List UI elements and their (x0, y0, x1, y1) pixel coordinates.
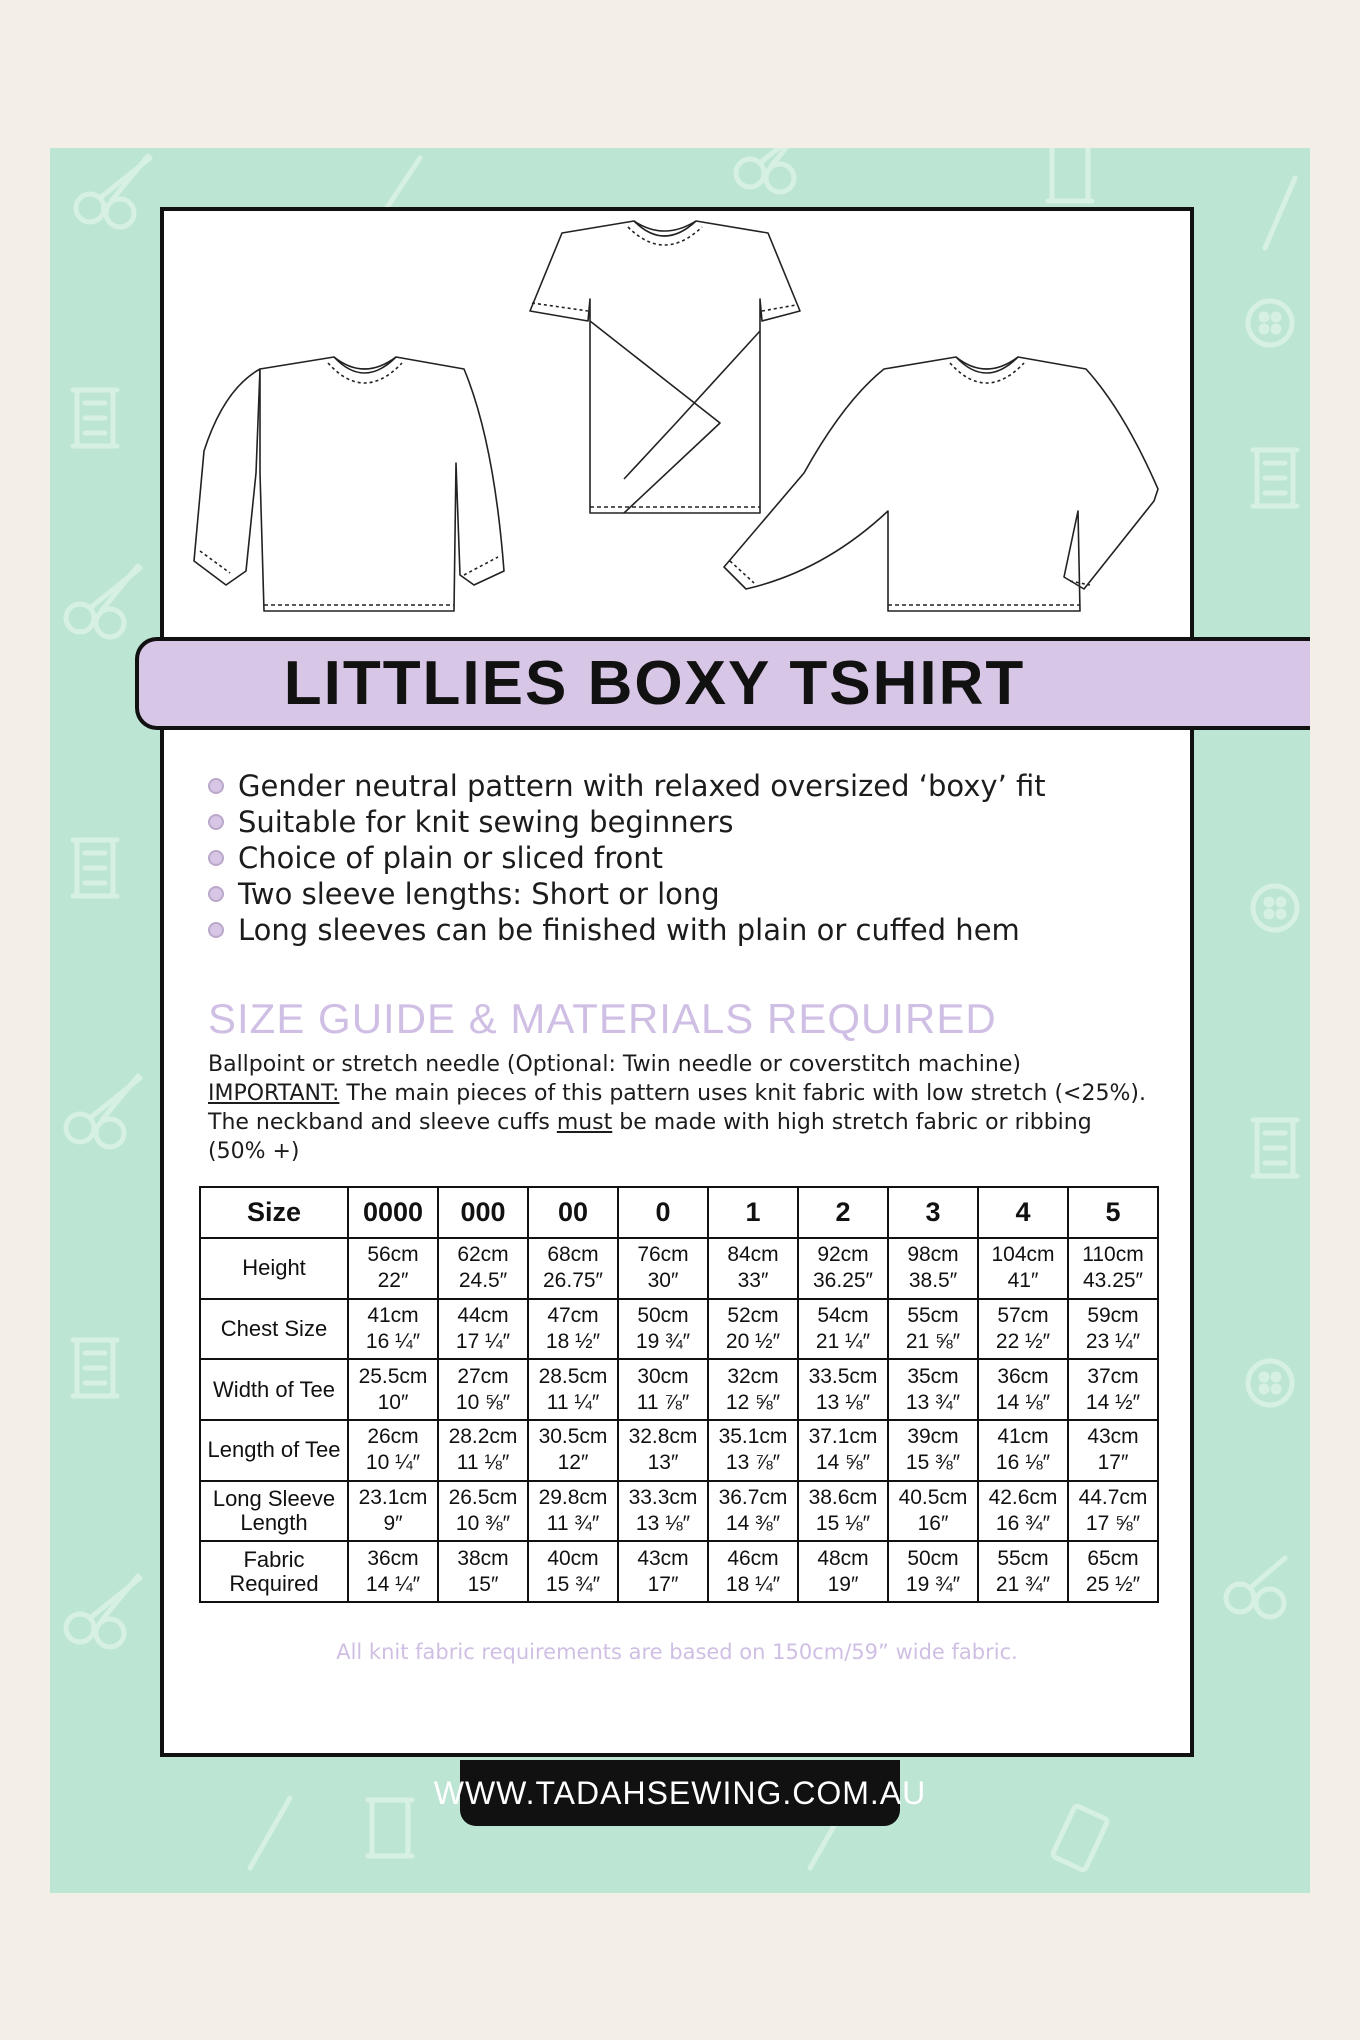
imperial-value: 10 ⅜″ (455, 1511, 511, 1535)
measurement-cell (438, 1541, 528, 1602)
measurement-cell (438, 1299, 528, 1360)
measurement-cell (798, 1238, 888, 1299)
metric-value: 55cm (997, 1546, 1049, 1570)
measurement-cell (1068, 1541, 1158, 1602)
feature-item: Long sleeves can be finished with plain or cuffed hem (208, 912, 1108, 948)
metric-value: 35cm (907, 1364, 959, 1388)
bullet-dot-icon (208, 886, 224, 902)
imperial-value: 13 ⅞″ (725, 1451, 781, 1475)
metric-value: 37cm (1087, 1364, 1139, 1388)
short-sleeve-sliced-tshirt-illustration (530, 221, 800, 513)
measurement-cell (528, 1420, 618, 1481)
metric-value: 37.1cm (808, 1425, 878, 1449)
metric-value: 68cm (547, 1243, 599, 1267)
measurement-cell (528, 1299, 618, 1360)
measurement-cell (708, 1420, 798, 1481)
scissors-icon (66, 1576, 140, 1647)
metric-value: 41cm (367, 1303, 419, 1327)
measurement-cell (978, 1238, 1068, 1299)
measurement-cell (1068, 1481, 1158, 1542)
measurement-label: Fabric Required (200, 1541, 348, 1602)
measurement-cell (528, 1359, 618, 1420)
measurement-cell (528, 1481, 618, 1542)
table-row (200, 1420, 1158, 1481)
measurement-cell (618, 1238, 708, 1299)
size-column-header: 000 (438, 1187, 528, 1238)
imperial-value: 9″ (383, 1511, 403, 1535)
imperial-value: 22″ (377, 1269, 409, 1293)
table-row (200, 1238, 1158, 1299)
imperial-value: 19″ (827, 1572, 859, 1596)
metric-value: 48cm (817, 1546, 869, 1570)
imperial-value: 14 ½″ (1085, 1390, 1141, 1414)
must-emphasis: must (556, 1110, 613, 1135)
imperial-value: 13 ⅛″ (815, 1390, 871, 1414)
metric-value: 54cm (817, 1303, 869, 1327)
imperial-value: 30″ (647, 1269, 679, 1293)
imperial-value: 16 ⅛″ (995, 1451, 1051, 1475)
measurement-cell (618, 1359, 708, 1420)
measurement-cell (708, 1238, 798, 1299)
metric-value: 41cm (997, 1425, 1049, 1449)
important-label: IMPORTANT: (208, 1081, 340, 1106)
measurement-cell (708, 1359, 798, 1420)
bullet-dot-icon (208, 850, 224, 866)
metric-value: 62cm (457, 1243, 509, 1267)
spool-icon (368, 1800, 412, 1856)
metric-value: 32cm (727, 1364, 779, 1388)
size-header-row (200, 1187, 1158, 1238)
long-sleeve-tshirt-plain-illustration (724, 357, 1158, 611)
imperial-value: 12 ⅝″ (725, 1390, 781, 1414)
imperial-value: 15 ⅜″ (905, 1451, 961, 1475)
imperial-value: 38.5″ (908, 1269, 958, 1293)
metric-value: 29.8cm (538, 1485, 608, 1509)
metric-value: 40.5cm (898, 1485, 968, 1509)
garment-illustrations (164, 211, 1198, 651)
measurement-cell (798, 1420, 888, 1481)
measurement-cell (348, 1299, 438, 1360)
metric-value: 44cm (457, 1303, 509, 1327)
spool-icon (73, 1340, 117, 1396)
measurement-cell (438, 1359, 528, 1420)
imperial-value: 17 ¼″ (455, 1329, 511, 1353)
imperial-value: 15 ¾″ (545, 1572, 601, 1596)
imperial-value: 17″ (647, 1572, 679, 1596)
metric-value: 39cm (907, 1425, 959, 1449)
measurement-label: Length of Tee (200, 1420, 348, 1481)
imperial-value: 24.5″ (458, 1269, 508, 1293)
imperial-value: 21 ⅝″ (905, 1329, 961, 1353)
metric-value: 35.1cm (718, 1425, 788, 1449)
metric-value: 36.7cm (718, 1485, 788, 1509)
feature-item: Choice of plain or sliced front (208, 840, 1108, 876)
scissors-icon (736, 148, 810, 192)
measurement-cell (888, 1420, 978, 1481)
needle-icon (250, 1798, 290, 1868)
measurement-label: Width of Tee (200, 1359, 348, 1420)
scissors-icon (66, 1076, 140, 1147)
size-column-header: 1 (708, 1187, 798, 1238)
measurement-cell (888, 1481, 978, 1542)
measurement-cell (978, 1420, 1068, 1481)
metric-value: 33.3cm (628, 1485, 698, 1509)
measurement-cell (888, 1238, 978, 1299)
size-column-header: 0 (618, 1187, 708, 1238)
measurement-cell (348, 1420, 438, 1481)
imperial-value: 33″ (737, 1269, 769, 1293)
size-column-header: 3 (888, 1187, 978, 1238)
measurement-cell (708, 1481, 798, 1542)
metric-value: 52cm (727, 1303, 779, 1327)
title-banner (135, 637, 1310, 730)
imperial-value: 17″ (1097, 1451, 1129, 1475)
imperial-value: 17 ⅝″ (1085, 1511, 1141, 1535)
imperial-value: 16″ (917, 1511, 949, 1535)
size-column-header: 5 (1068, 1187, 1158, 1238)
imperial-value: 13 ¾″ (905, 1390, 961, 1414)
metric-value: 92cm (817, 1243, 869, 1267)
imperial-value: 25 ½″ (1085, 1572, 1141, 1596)
metric-value: 55cm (907, 1303, 959, 1327)
needle-requirement: Ballpoint or stretch needle (Optional: Twin needle or coverstitch machine) (208, 1052, 1021, 1077)
metric-value: 98cm (907, 1243, 959, 1267)
spool-icon (1052, 1805, 1108, 1871)
metric-value: 50cm (907, 1546, 959, 1570)
imperial-value: 19 ¾″ (905, 1572, 961, 1596)
button-icon (1253, 886, 1297, 930)
table-row (200, 1359, 1158, 1420)
feature-list (208, 768, 1108, 948)
spool-icon (1253, 450, 1297, 506)
website-tab (433, 1760, 927, 1826)
measurement-cell (1068, 1299, 1158, 1360)
metric-value: 26cm (367, 1425, 419, 1449)
scissors-icon (1226, 1558, 1285, 1617)
metric-value: 110cm (1082, 1243, 1144, 1267)
measurement-cell (618, 1541, 708, 1602)
size-column-header: 4 (978, 1187, 1068, 1238)
metric-value: 36cm (367, 1546, 419, 1570)
fabric-footnote: All knit fabric requirements are based on 150cm/59” wide fabric. (336, 1640, 1018, 1664)
metric-value: 26.5cm (448, 1485, 518, 1509)
measurement-cell (888, 1299, 978, 1360)
metric-value: 40cm (547, 1546, 599, 1570)
imperial-value: 14 ¼″ (365, 1572, 421, 1596)
imperial-value: 16 ¼″ (365, 1329, 421, 1353)
metric-value: 36cm (997, 1364, 1049, 1388)
button-icon (1248, 301, 1292, 345)
metric-value: 65cm (1087, 1546, 1139, 1570)
imperial-value: 16 ¾″ (995, 1511, 1051, 1535)
imperial-value: 13″ (647, 1451, 679, 1475)
imperial-value: 11 ⅞″ (636, 1390, 690, 1414)
spool-icon (1048, 148, 1092, 201)
imperial-value: 23 ¼″ (1085, 1329, 1141, 1353)
measurement-cell (348, 1359, 438, 1420)
imperial-value: 14 ⅝″ (815, 1451, 871, 1475)
imperial-value: 10 ¼″ (365, 1451, 421, 1475)
metric-value: 44.7cm (1078, 1485, 1148, 1509)
measurement-cell (348, 1541, 438, 1602)
measurement-cell (978, 1481, 1068, 1542)
important-note: IMPORTANT: The main pieces of this pattern uses knit fabric with low stretch (<25%). The neckband and sleeve cuffs must be made with high stretch fabric or ribbing (50% +) (208, 1081, 1146, 1164)
size-column-header: 0000 (348, 1187, 438, 1238)
pattern-title: LITTLIES BOXY TSHIRT (283, 649, 1026, 718)
measurement-cell (798, 1359, 888, 1420)
imperial-value: 11 ⅛″ (456, 1451, 510, 1475)
measurement-cell (1068, 1359, 1158, 1420)
imperial-value: 13 ⅛″ (635, 1511, 691, 1535)
website-url: WWW.TADAHSEWING.COM.AU (433, 1774, 927, 1811)
metric-value: 76cm (637, 1243, 689, 1267)
measurement-cell (978, 1541, 1068, 1602)
measurement-label: Chest Size (200, 1299, 348, 1360)
measurement-cell (888, 1359, 978, 1420)
metric-value: 30cm (637, 1364, 689, 1388)
materials-text (208, 1050, 1148, 1166)
size-header-label: Size (200, 1187, 348, 1238)
measurement-cell (348, 1238, 438, 1299)
bullet-dot-icon (208, 778, 224, 794)
measurement-cell (978, 1299, 1068, 1360)
metric-value: 28.5cm (538, 1364, 608, 1388)
measurement-cell (438, 1420, 528, 1481)
measurement-cell (798, 1299, 888, 1360)
measurement-cell (528, 1238, 618, 1299)
measurement-cell (528, 1541, 618, 1602)
measurement-cell (798, 1481, 888, 1542)
metric-value: 46cm (727, 1546, 779, 1570)
measurement-cell (978, 1359, 1068, 1420)
bullet-dot-icon (208, 814, 224, 830)
metric-value: 25.5cm (358, 1364, 428, 1388)
imperial-value: 41″ (1007, 1269, 1039, 1293)
metric-value: 38cm (457, 1546, 509, 1570)
imperial-value: 15 ⅛″ (815, 1511, 871, 1535)
metric-value: 50cm (637, 1303, 689, 1327)
metric-value: 57cm (997, 1303, 1049, 1327)
metric-value: 27cm (457, 1364, 509, 1388)
metric-value: 56cm (367, 1243, 419, 1267)
metric-value: 43cm (1087, 1425, 1139, 1449)
metric-value: 43cm (637, 1546, 689, 1570)
imperial-value: 43.25″ (1083, 1269, 1143, 1293)
imperial-value: 18 ¼″ (725, 1572, 781, 1596)
measurement-cell (618, 1481, 708, 1542)
metric-value: 28.2cm (448, 1425, 518, 1449)
imperial-value: 22 ½″ (995, 1329, 1051, 1353)
metric-value: 32.8cm (628, 1425, 698, 1449)
metric-value: 84cm (727, 1243, 779, 1267)
feature-item: Two sleeve lengths: Short or long (208, 876, 1108, 912)
metric-value: 30.5cm (538, 1425, 608, 1449)
measurement-cell (438, 1481, 528, 1542)
metric-value: 104cm (991, 1243, 1055, 1267)
imperial-value: 10″ (377, 1390, 409, 1414)
imperial-value: 21 ¼″ (815, 1329, 871, 1353)
bullet-dot-icon (208, 922, 224, 938)
metric-value: 42.6cm (988, 1485, 1058, 1509)
needle-icon (1265, 178, 1295, 248)
imperial-value: 20 ½″ (725, 1329, 781, 1353)
metric-value: 59cm (1087, 1303, 1139, 1327)
imperial-value: 15″ (467, 1572, 499, 1596)
size-column-header: 2 (798, 1187, 888, 1238)
scissors-icon (76, 156, 150, 227)
metric-value: 23.1cm (358, 1485, 428, 1509)
imperial-value: 19 ¾″ (635, 1329, 691, 1353)
imperial-value: 18 ½″ (545, 1329, 601, 1353)
measurement-cell (708, 1299, 798, 1360)
button-icon (1248, 1361, 1292, 1405)
imperial-value: 36.25″ (813, 1269, 873, 1293)
imperial-value: 11 ¼″ (546, 1390, 600, 1414)
measurement-cell (798, 1541, 888, 1602)
measurement-cell (348, 1481, 438, 1542)
size-chart-table (199, 1186, 1159, 1603)
spool-icon (1253, 1120, 1297, 1176)
measurement-cell (1068, 1238, 1158, 1299)
measurement-cell (888, 1541, 978, 1602)
size-guide-heading: SIZE GUIDE & MATERIALS REQUIRED (208, 995, 997, 1042)
measurement-cell (1068, 1420, 1158, 1481)
table-row (200, 1541, 1158, 1602)
feature-item: Suitable for knit sewing beginners (208, 804, 1108, 840)
measurement-cell (618, 1420, 708, 1481)
imperial-value: 11 ¾″ (546, 1511, 600, 1535)
table-row (200, 1299, 1158, 1360)
measurement-label: Long Sleeve Length (200, 1481, 348, 1542)
metric-value: 38.6cm (808, 1485, 878, 1509)
metric-value: 33.5cm (808, 1364, 878, 1388)
measurement-label: Height (200, 1238, 348, 1299)
long-sleeve-tshirt-cuffed-illustration (194, 357, 504, 611)
imperial-value: 26.75″ (543, 1269, 603, 1293)
measurement-cell (618, 1299, 708, 1360)
spool-icon (73, 390, 117, 446)
spool-icon (73, 840, 117, 896)
feature-item: Gender neutral pattern with relaxed oversized ‘boxy’ fit (208, 768, 1108, 804)
measurement-cell (438, 1238, 528, 1299)
imperial-value: 14 ⅛″ (995, 1390, 1051, 1414)
imperial-value: 12″ (557, 1451, 589, 1475)
imperial-value: 21 ¾″ (995, 1572, 1051, 1596)
measurement-cell (708, 1541, 798, 1602)
metric-value: 47cm (547, 1303, 599, 1327)
imperial-value: 14 ⅜″ (725, 1511, 781, 1535)
imperial-value: 10 ⅝″ (455, 1390, 511, 1414)
table-row (200, 1481, 1158, 1542)
scissors-icon (66, 566, 140, 637)
size-column-header: 00 (528, 1187, 618, 1238)
